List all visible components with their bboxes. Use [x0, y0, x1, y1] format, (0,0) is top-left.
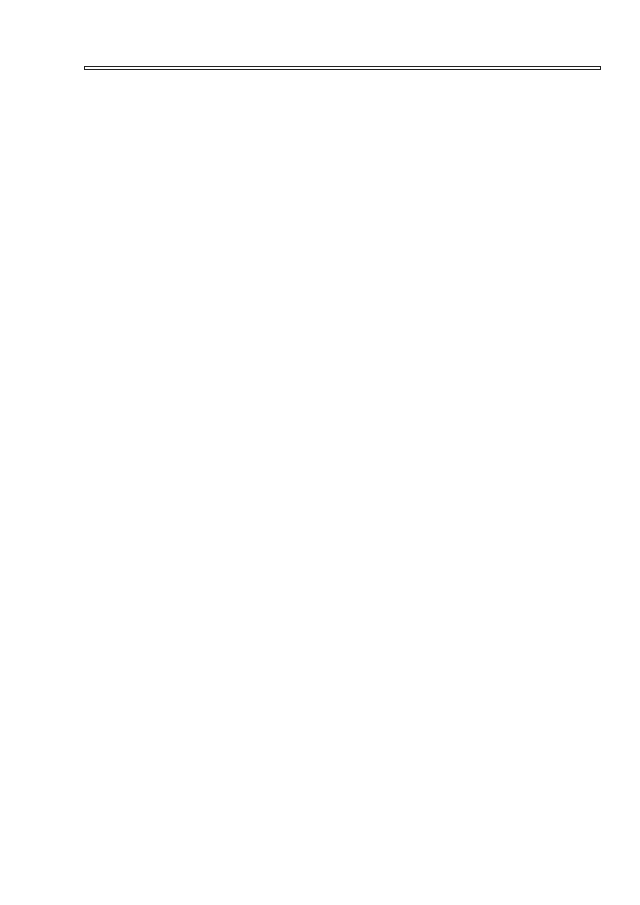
- regulations-table: [84, 66, 601, 70]
- table-body-section: [85, 67, 601, 70]
- section-heading-row: [85, 67, 601, 70]
- section-heading: [85, 67, 601, 70]
